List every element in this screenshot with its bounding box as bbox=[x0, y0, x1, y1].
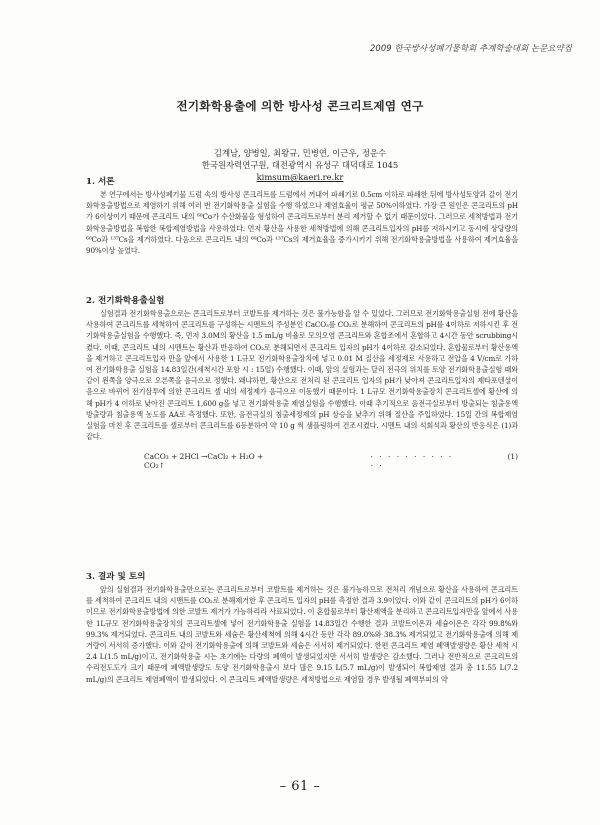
affiliation: 한국원자력연구원, 대전광역시 유성구 대덕대로 1045 bbox=[201, 160, 399, 170]
author-email[interactable]: kimsum@kaeri.re.kr bbox=[256, 172, 344, 182]
section-results bbox=[86, 570, 518, 685]
section-introduction bbox=[86, 175, 518, 256]
section-heading: 1. 서론 bbox=[86, 177, 115, 187]
equation-formula: CaCO₃ + 2HCl →CaCl₂ + H₂O + CO₂↑ bbox=[144, 452, 264, 471]
title-block bbox=[0, 98, 600, 183]
equation-number: (1) bbox=[507, 452, 518, 462]
running-header: 2009 한국방사성폐기물학회 추계학술대회 논문요약집 bbox=[370, 43, 572, 53]
paper-title: 전기화학용출에 의한 방사성 콘크리트제염 연구 bbox=[176, 99, 424, 113]
authors: 김계남, 양병일, 최왕규, 민병연, 이근우, 정운수 bbox=[213, 148, 387, 158]
equation-1 bbox=[86, 452, 518, 470]
paragraph: 본 연구에서는 방사성폐기물 드럼 속의 방사성 콘크리트를 드럼에서 꺼내어 파쇄기로 0.5cm 이하로 파쇄한 뒤에 방사성토양과 같이 전기화학용출방법으로 제염하기 위해 여러 번 전기화학용출 실험을 수행 하였으나 제염효율이 평균 50%이하였다. 가장 큰 원인은 콘크리트의 pH가 6이상이기 때문에 콘크리트 내의 ⁶⁰Co가 수산화물을 형성하여 콘크리트로부터 분리 제거할 수 없기 때문이었다. 그러므로 세척방법과 전기화학용출방법을 복합한 복합제염방법을 사용하였다. 먼저 황산을 사용한 세척방법에 의해 콘크리트입자의 pH를 저하시키고 동시에 상당량의 ⁶⁰Co과 ¹³⁷Cs을 제거하였다. 다음으로 콘크리트 내의 ⁶⁰Co과 ¹³⁷Cs의 제거효율을 증가시키기 위해 전기화학용출방법을 사용하여 제거효율을 90%이상 높였다. bbox=[86, 190, 518, 256]
section-experiment bbox=[86, 294, 518, 470]
section-heading: 2. 전기화학용출실험 bbox=[86, 296, 165, 306]
page-number: – 61 – bbox=[279, 779, 321, 794]
paragraph: 앞의 실험결과 전기화학용출만으로는 콘크리트로부터 코발트를 제거하는 것은 불가능하므로 전처리 개념으로 황산을 사용하여 콘크리트를 세척하여 콘크리트 내의 시멘트를 CO₂로 분해제거한 후 콘크리트 입자의 pH를 측정한 결과 3.9이었다. 이와 같이 콘크리트의 pH가 6이하이므로 전기화학용출방법에 의한 코발트 제거가 가능하리라 사료되었다. 이 혼합물로부터 황산제액을 분리하고 콘크리트입자만을 앞에서 사용한 1L규모 전기화학용출장치의 콘크리트셀에 넣어 전기화학용출 실험을 14.83일간 수행한 결과 코발트이온과 세슘이온은 각각 99.8%와 99.3% 제거되었다. 콘크리트 내의 코발트와 세슘은 황산세척에 의해 4시간 동안 각각 89.0%와 38.3% 제거되었고 전기화학용출에 의해 제거량이 서서히 증가했다. 이와 같이 전기화학용출에 의해 코발트와 세슘은 서서히 제거되었다. 한편 콘크리트 제염 폐액발생량은 황산 세척 시 2.4 L(1.5 mL/g)이고, 전기화학용출 시는 초기에는 다량의 폐액이 발생되었지만 서서히 발생량은 감소했다. 그러나 전반적으로 콘크리트의 수리전도도가 크기 때문에 폐액발생량도 토양 전기화학용출시 보다 많은 9.15 L(5.7 mL/g)이 발생되어 복합제염 결과 총 11.55 L(7.2 mL/g)의 콘크리트 제염폐액이 발생되었다. 이 콘크리트 폐액발생량은 세척방법으로 제염할 경우 발생될 폐액부피의 약 bbox=[86, 585, 518, 684]
equation-dots: · · · · · · · · · · · · bbox=[370, 452, 454, 471]
paragraph: 실험결과 전기화학용출으로는 콘크리트로부터 코발트를 제거하는 것은 불가능함을 알 수 있었다. 그러므로 전기화학용출실험 전에 황산을 사용하여 콘크리트를 세척하여 콘크리트를 구성하는 시멘트의 주성분인 CaCO₃를 CO₂로 분해하여 콘크리트의 pH를 4이하로 저하시킨 후 전기화학용출실험을 수행했다. 즉, 먼저 3.0M의 황산을 1.5 mL/g 비율로 모의오염 콘크리트와 혼합조에서 혼합하고 4시간 동안 scrubbing시켰다. 이때, 콘크리트 내의 시멘트는 황산과 반응하여 CO₂로 분해되면서 콘크리트 입자의 pH가 4이하로 감소되었다. 혼합물로부터 황산용액을 제거하고 콘크리트입자 만을 앞에서 사용한 1 L규모 전기화학용출장치에 넣고 0.01 M 질산을 세정제로 사용하고 전압을 4 V/cm로 가하여 전기화학용출 실험을 14.83일간(세척시간 포함 시 : 15일) 수행했다. 이때, 앞의 실험과는 달리 전극의 위치를 토양 전기화학용출실험 때와 같이 왼쪽을 양극으로 오른쪽을 음극으로 정했다. 왜냐하면, 황산으로 전처리 된 콘크리트 입자의 pH가 낮아져 콘크리트입자의 제타포텐셜이 음으로 바뀌어 전기삼투에 의한 콘크리트 셀 내의 세정제가 음극으로 이동했기 때문이다. 1 L규모 전기화학용출장치 콘크리트셀에 황산에 의해 pH가 4 이하로 낮아진 콘크리트 1,600 g을 넣고 전기화학용출 제염실험을 수행했다. 이때 추기적으로 음전극실로부터 방출되는 침출용액 방출량과 침출용액 농도를 AA로 측정했다. 또한, 음전극실의 침출세정제의 pH 상승을 낮추기 위해 질산을 주입하였다. 15일 간의 복합제염 실험을 마친 후 콘크리트를 셀로부터 콘크리트를 6등분하여 약 10 g 씩 샘플링하여 건조시켰다. 시멘트 내의 석회석과 황산의 반응식은 (1)과 같다. bbox=[86, 309, 518, 442]
section-heading: 3. 결과 및 토의 bbox=[86, 572, 146, 582]
